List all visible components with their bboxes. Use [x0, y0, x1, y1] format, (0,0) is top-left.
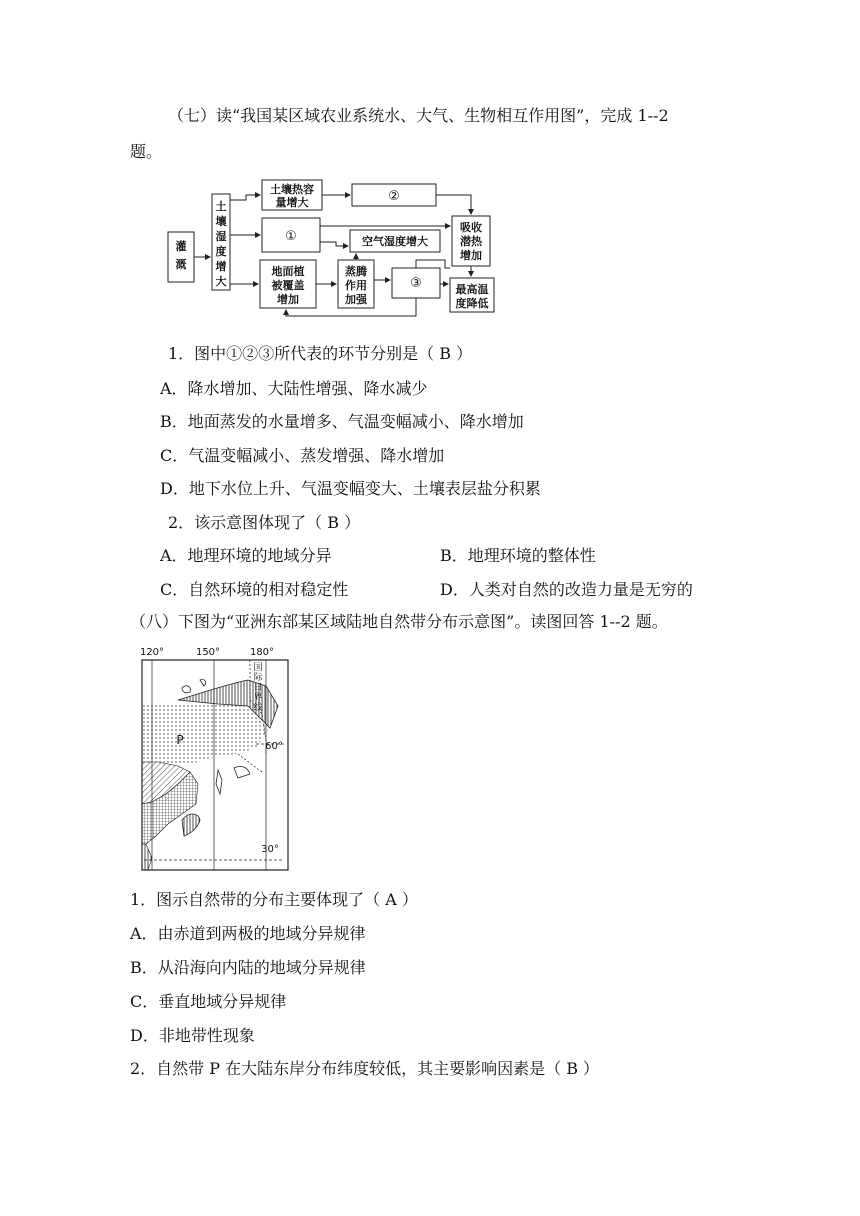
- lat-30-label: 30°: [261, 844, 279, 855]
- east-asia-natural-zone-map: [138, 644, 292, 874]
- latent-heat-label-1: 吸收: [460, 221, 482, 234]
- arctic-island: [182, 686, 190, 693]
- section7-intro-line2: 题。: [130, 142, 163, 161]
- box-1-label: ①: [285, 229, 297, 244]
- max-temp-label-2: 度降低: [455, 297, 489, 310]
- dateline-label-5: 线: [253, 703, 263, 713]
- s8-question-2: 2．自然带 P 在大陆东岸分布纬度较低，其主要影响因素是（ B ）: [130, 1059, 600, 1078]
- dateline-label-3: 日: [253, 683, 263, 693]
- s7-q1-option-c: C．气温变幅减小、蒸发增强、降水增加: [160, 446, 445, 465]
- lon-150-label: 150°: [195, 647, 221, 658]
- vegetation-label-2: 被覆盖: [271, 279, 305, 292]
- box-3-label: ③: [410, 276, 422, 291]
- s7-q2-option-d: D．人类对自然的改造力量是无穷的: [440, 580, 693, 599]
- zone-p-label: P: [176, 733, 184, 747]
- dateline-label-2: 际: [253, 673, 263, 683]
- s7-q2-option-c: C．自然环境的相对稳定性: [160, 580, 349, 599]
- s7-q1-option-d: D．地下水位上升、气温变幅变大、土壤表层盐分积累: [160, 479, 541, 498]
- s7-q1-option-a: A．降水增加、大陆性增强、降水减少: [160, 379, 428, 398]
- transpiration-label-1: 蒸腾: [345, 265, 367, 278]
- transpiration-label-3: 加强: [345, 293, 367, 306]
- vegetation-label-3: 增加: [277, 293, 299, 306]
- latent-heat-label-2: 潜热: [460, 235, 482, 248]
- air-humidity-label: 空气湿度增大: [362, 235, 428, 248]
- irrigation-label-1: 灌: [175, 240, 187, 253]
- s7-q1-option-b: B．地面蒸发的水量增多、气温变幅减小、降水增加: [160, 412, 524, 431]
- s7-q2-option-b: B．地理环境的整体性: [440, 546, 596, 565]
- soil-humidity-label-2: 壤: [215, 215, 227, 228]
- soil-humidity-label-4: 度: [215, 245, 227, 258]
- s7-question-2: 2．该示意图体现了（ B ）: [168, 513, 361, 532]
- latent-heat-label-3: 增加: [460, 249, 482, 262]
- soil-humidity-label-5: 增: [215, 260, 227, 273]
- soil-heat-label-2: 量增大: [275, 196, 309, 209]
- section8-intro: （八）下图为“亚洲东部某区域陆地自然带分布示意图”。读图回答 1--2 题。: [130, 612, 668, 631]
- section7-intro-line1: （七）读“我国某区域农业系统水、大气、生物相互作用图”，完成 1--2: [168, 106, 669, 125]
- dateline-label-4: 界: [253, 693, 263, 703]
- s7-question-1: 1．图中①②③所代表的环节分别是（ B ）: [168, 344, 473, 363]
- agriculture-interaction-diagram: [160, 176, 500, 326]
- soil-humidity-label-3: 湿: [215, 230, 227, 243]
- vegetation-label-1: 地面植: [271, 265, 305, 278]
- lon-180-label: 180°: [249, 647, 275, 658]
- lon-120-label: 120°: [139, 647, 165, 658]
- soil-heat-label-1: 土壤热容: [270, 183, 314, 196]
- s8-question-1: 1．图示自然带的分布主要体现了（ A ）: [130, 890, 418, 909]
- dateline-label-1: 国: [253, 663, 263, 673]
- irrigation-label-2: 溉: [175, 258, 187, 271]
- s8-q1-option-b: B．从沿海向内陆的地域分异规律: [130, 958, 366, 977]
- s8-q1-option-d: D．非地带性现象: [130, 1026, 255, 1045]
- lat-60-label: 60°: [265, 741, 283, 752]
- soil-humidity-label-6: 大: [215, 275, 227, 288]
- transpiration-label-2: 作用: [345, 279, 367, 292]
- max-temp-label-1: 最高温: [455, 283, 489, 296]
- soil-humidity-label-1: 土: [215, 200, 227, 213]
- s7-q2-option-a: A．地理环境的地域分异: [160, 546, 332, 565]
- box-2-label: ②: [388, 189, 400, 204]
- s8-q1-option-a: A．由赤道到两极的地域分异规律: [130, 924, 366, 943]
- s8-q1-option-c: C．垂直地域分异规律: [130, 992, 287, 1011]
